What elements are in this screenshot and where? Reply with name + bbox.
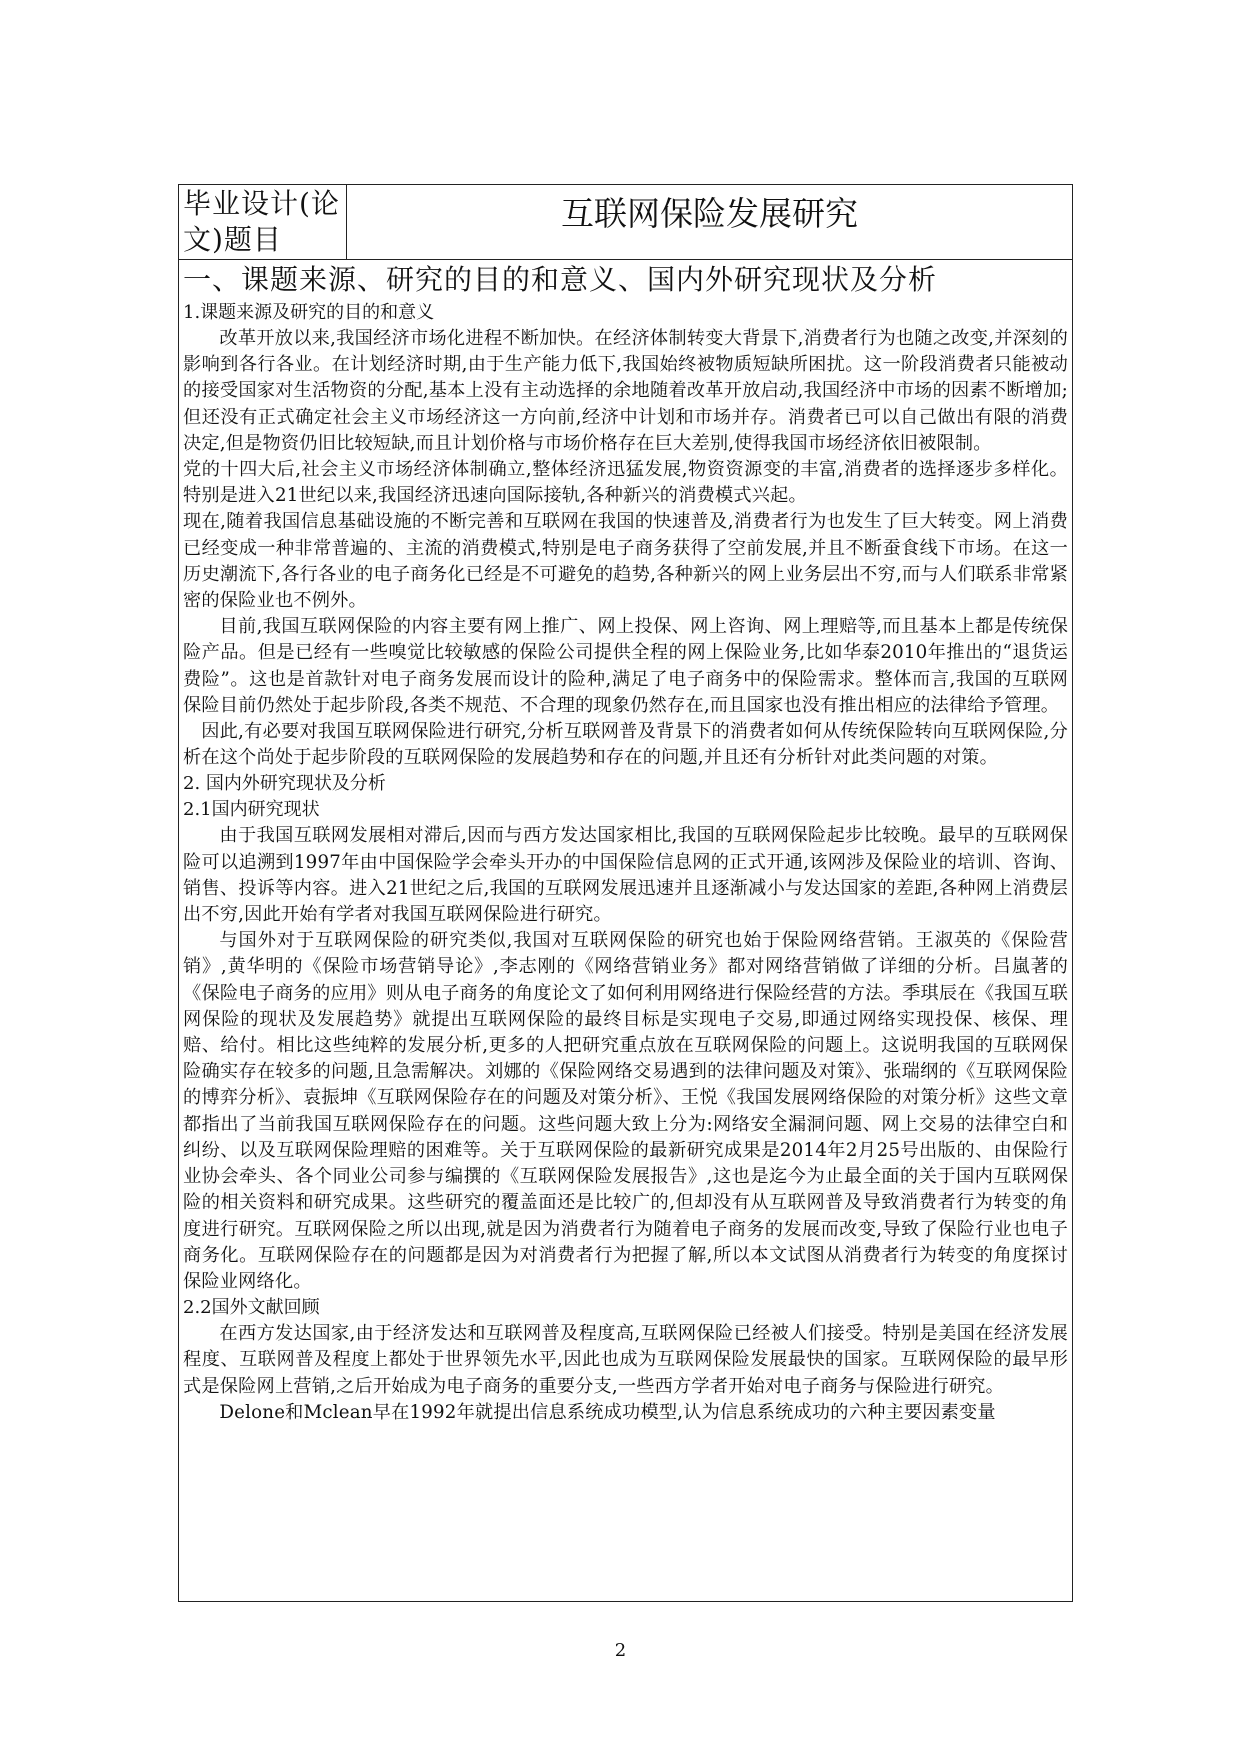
paragraph-7: 与国外对于互联网保险的研究类似,我国对互联网保险的研究也始于保险网络营销。王淑英的《保险营销》,黄华明的《保险市场营销导论》,李志刚的《网络营销业务》都对网络营销做了详细的分析。吕嵐著的《保险电子商务的应用》则从电子商务的角度论文了如何利用网络进行保险经营的方法。季琪辰在《我国互联网保险的现状及发展趋势》就提出互联网保险的最终目标是实现电子交易,即通过网络实现投保、核保、理赔、给付。相比这些纯粹的发展分析,更多的人把研究重点放在互联网保险的问题上。这说明我国的互联网保险确实存在较多的问题,且急需解决。刘娜的《保险网络交易遇到的法律问题及对策》、张瑞纲的《互联网保险的博弈分析》、袁振坤《互联网保险存在的问题及对策分析》、王悦《我国发展网络保险的对策分析》这些文章都指出了当前我国互联网保险存在的问题。这些问题大致上分为:网络安全漏洞问题、网上交易的法律空白和纠纷、以及互联网保险理赔的困难等。关于互联网保险的最新研究成果是2014年2月25号出版的、由保险行业协会牵头、各个同业公司参与编撰的《互联网保险发展报告》,这也是迄今为止最全面的关于国内互联网保险的相关资料和研究成果。这些研究的覆盖面还是比较广的,但却没有从互联网普及导致消费者行为转变的角度进行研究。互联网保险之所以出现,就是因为消费者行为随着电子商务的发展而改变,导致了保险行业也电子商务化。互联网保险存在的问题都是因为对消费者行为把握了解,所以本文试图从消费者行为转变的角度探讨保险业网络化。 <box>183 930 1068 1292</box>
subheading-2-2: 2.2国外文献回顾 <box>183 1297 320 1319</box>
subheading-2-1: 2.1国内研究现状 <box>183 799 320 821</box>
section-heading: 一、课题来源、研究的目的和意义、国内外研究现状及分析 <box>183 263 938 296</box>
paragraph-4: 目前,我国互联网保险的内容主要有网上推广、网上投保、网上咨询、网上理赔等,而且基本上都是传统保险产品。但是已经有一些嗅觉比较敏感的保险公司提供全程的网上保险业务,比如华泰2010年推出的“退货运费险”。这也是首款针对电子商务发展而设计的险种,满足了电子商务中的保险需求。整体而言,我国的互联网保险目前仍然处于起步阶段,各类不规范、不合理的现象仍然存在,而且国家也没有推出相应的法律给予管理。 <box>183 616 1068 716</box>
paragraph-3: 现在,随着我国信息基础设施的不断完善和互联网在我国的快速普及,消费者行为也发生了巨大转变。网上消费已经变成一种非常普遍的、主流的消费模式,特别是电子商务获得了空前发展,并且不断蚕食线下市场。在这一历史潮流下,各行各业的电子商务化已经是不可避免的趋势,各种新兴的网上业务层出不穷,而与人们联系非常紧密的保险业也不例外。 <box>183 511 1068 612</box>
paragraph-6: 由于我国互联网发展相对滞后,因而与西方发达国家相比,我国的互联网保险起步比较晚。最早的互联网保险可以追溯到1997年由中国保险学会牵头开办的中国保险信息网的正式开通,该网涉及保险业的培训、咨询、销售、投诉等内容。进入21世纪之后,我国的互联网发展迅速并且逐渐减小与发达国家的差距,各种网上消费层出不穷,因此开始有学者对我国互联网保险进行研究。 <box>183 825 1068 926</box>
paragraph-5: 因此,有必要对我国互联网保险进行研究,分析互联网普及背景下的消费者如何从传统保险转向互联网保险,分析在这个尚处于起步阶段的互联网保险的发展趋势和存在的问题,并且还有分析针对此类问题的对策。 <box>183 721 1068 769</box>
subheading-2: 2. 国内外研究现状及分析 <box>183 773 386 795</box>
thesis-title-label: 毕业设计(论文)题目 <box>179 185 347 259</box>
form-table <box>178 184 1073 1602</box>
paragraph-2: 党的十四大后,社会主义市场经济体制确立,整体经济迅猛发展,物资资源变的丰富,消费者的选择逐步多样化。特别是进入21世纪以来,我国经济迅速向国际接轨,各种新兴的消费模式兴起。 <box>183 459 1068 507</box>
page-number: 2 <box>614 1640 627 1661</box>
paragraph-8: 在西方发达国家,由于经济发达和互联网普及程度高,互联网保险已经被人们接受。特别是美国在经济发展程度、互联网普及程度上都处于世界领先水平,因此也成为互联网保险发展最快的国家。互联网保险的最早形式是保险网上营销,之后开始成为电子商务的重要分支,一些西方学者开始对电子商务与保险进行研究。 <box>183 1323 1068 1397</box>
content-cell <box>179 260 1072 1601</box>
paragraph-1: 改革开放以来,我国经济市场化进程不断加快。在经济体制转变大背景下,消费者行为也随之改变,并深刻的影响到各行各业。在计划经济时期,由于生产能力低下,我国始终被物质短缺所困扰。这一阶段消费者只能被动的接受国家对生活物资的分配,基本上没有主动选择的余地随着改革开放启动,我国经济中市场的因素不断增加;但还没有正式确定社会主义市场经济这一方向前,经济中计划和市场并存。消费者已可以自己做出有限的消费决定,但是物资仍旧比较短缺,而且计划价格与市场价格存在巨大差别,使得我国市场经济依旧被限制。 <box>183 328 1068 454</box>
thesis-title: 互联网保险发展研究 <box>561 194 858 233</box>
subheading-1: 1.课题来源及研究的目的和意义 <box>183 302 435 323</box>
paragraph-9: Delone和Mclean早在1992年就提出信息系统成功模型,认为信息系统成功的六种主要因素变量 <box>219 1401 996 1423</box>
title-row <box>179 185 1072 260</box>
